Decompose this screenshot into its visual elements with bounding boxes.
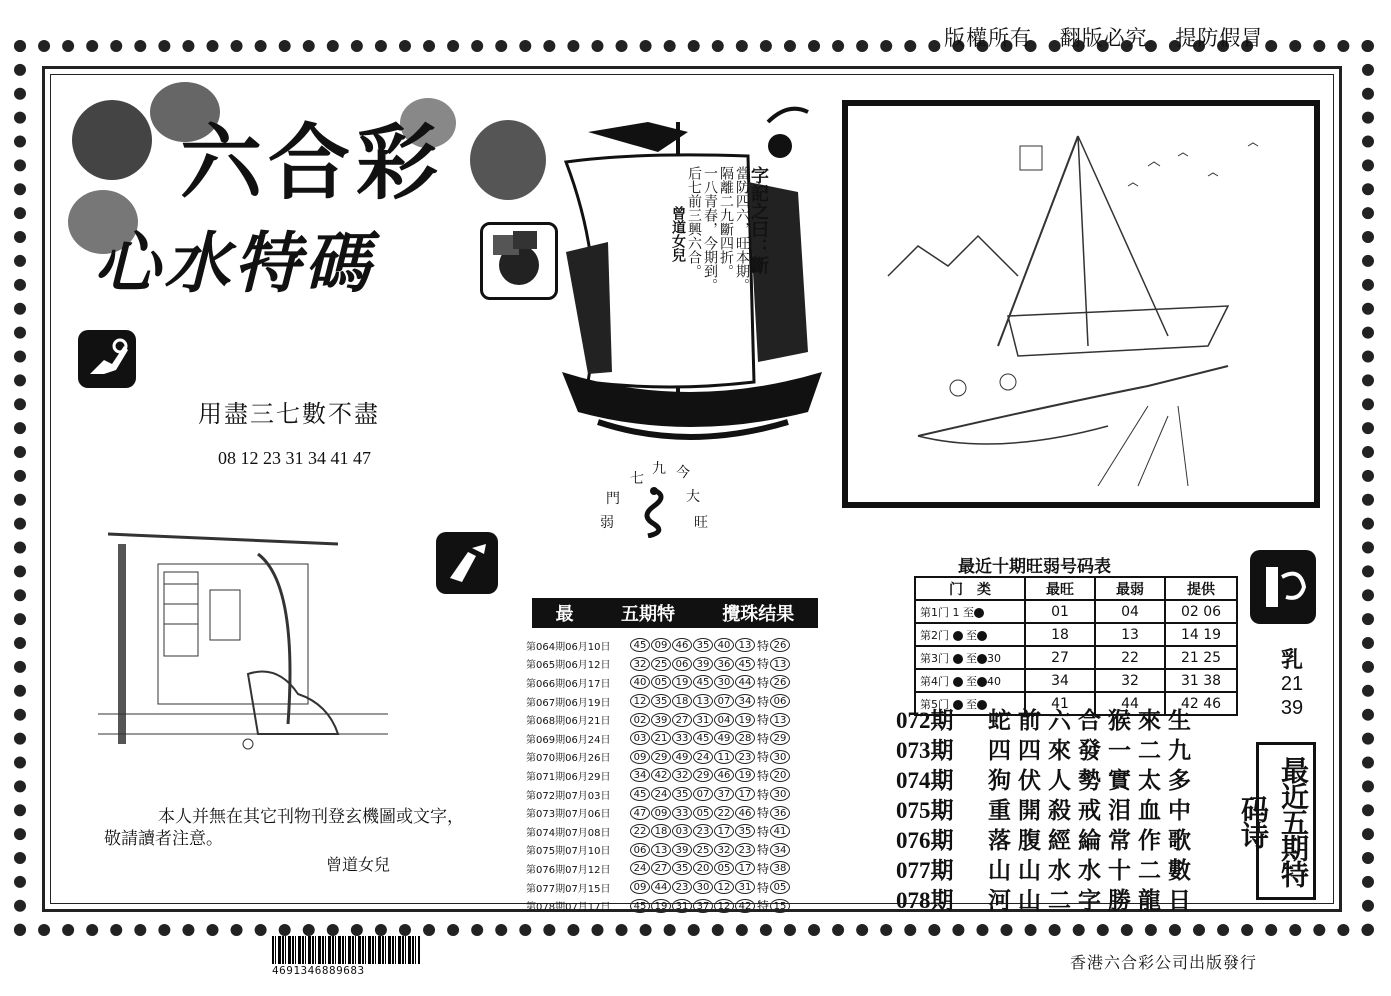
poem-period: 076期 (896, 828, 954, 853)
hand-pointing-icon (436, 532, 498, 594)
copyright-text-2: 翻版必究 (1059, 26, 1148, 50)
result-ball: 35 (672, 787, 692, 801)
snake-char: 大 (686, 489, 700, 505)
side-numbers (1272, 648, 1312, 720)
result-ball: 30 (693, 880, 713, 894)
result-ball: 35 (735, 824, 755, 838)
notice-signature: 曾道女兒 (326, 855, 391, 874)
special-label: 特 (757, 899, 770, 914)
special-ball: 36 (770, 806, 790, 820)
result-row (526, 748, 822, 767)
main-title: 六合彩 (180, 116, 445, 211)
wang-max: 01 (1025, 600, 1095, 623)
reader-notice (104, 806, 504, 850)
special-ball: 26 (770, 638, 790, 652)
special-ball: 15 (770, 899, 790, 913)
result-ball: 21 (651, 731, 671, 745)
special-label: 特 (757, 880, 770, 895)
door-label: 第1门 1 至 (920, 605, 974, 619)
result-ball: 49 (672, 750, 692, 764)
wang-header: 提供 (1165, 577, 1237, 600)
result-ball: 40 (714, 638, 734, 652)
special-ball: 26 (770, 675, 790, 689)
result-row (526, 729, 822, 748)
side-title: 最近五期特码诗 (1256, 742, 1316, 900)
barcode (272, 936, 420, 964)
result-row (526, 692, 822, 711)
result-row (526, 896, 822, 915)
results-title (532, 598, 818, 628)
result-period: 第076期07月12日 (526, 864, 611, 876)
verse-block (616, 166, 769, 386)
poem-line (896, 706, 1198, 736)
poem-period: 072期 (896, 708, 954, 733)
special-label: 特 (757, 731, 770, 746)
result-ball: 29 (693, 768, 713, 782)
result-ball: 34 (735, 694, 755, 708)
special-ball: 06 (770, 694, 790, 708)
result-ball: 12 (714, 899, 734, 913)
wang-give: 21 25 (1165, 646, 1237, 669)
poem-line (896, 736, 1198, 766)
result-ball: 29 (651, 750, 671, 764)
result-ball: 42 (735, 899, 755, 913)
result-ball: 39 (693, 657, 713, 671)
wang-door: 第5门 至 (915, 692, 1025, 715)
slogan-text: 用盡三七數不盡 (198, 400, 380, 428)
result-period: 第070期06月26日 (526, 753, 611, 765)
result-ball: 22 (714, 806, 734, 820)
result-row (526, 822, 822, 841)
wang-max: 18 (1025, 623, 1095, 646)
result-period: 第078期07月17日 (526, 902, 611, 914)
side-head: 乳 (1280, 647, 1303, 672)
result-period: 第064期06月10日 (526, 641, 611, 653)
special-label: 特 (757, 787, 770, 802)
result-ball: 03 (672, 824, 692, 838)
result-ball: 17 (735, 787, 755, 801)
wang-max: 34 (1025, 669, 1095, 692)
result-ball: 31 (693, 713, 713, 727)
result-ball: 46 (672, 638, 692, 652)
result-row (526, 766, 822, 785)
poem-line (896, 766, 1198, 796)
barcode-number: 4691346889683 (272, 964, 365, 977)
result-period: 第075期07月10日 (526, 846, 611, 858)
notice-line-2: 敬請讀者注意。 (104, 829, 223, 849)
result-period: 第073期07月06日 (526, 809, 611, 821)
result-row (526, 655, 822, 674)
wang-header: 门 类 (915, 577, 1025, 600)
copyright-text-1: 版權所有 (944, 26, 1032, 50)
result-ball: 17 (714, 824, 734, 838)
wang-min: 22 (1095, 646, 1165, 669)
result-ball: 03 (630, 731, 650, 745)
verse-heading: 字記之曰：斷 (748, 166, 769, 274)
recommended-numbers: 08 12 23 31 34 41 47 (218, 448, 371, 468)
special-label: 特 (757, 694, 770, 709)
result-ball: 37 (714, 787, 734, 801)
poem-text: 重開殺戒泪血中 (988, 797, 1198, 824)
special-ball: 13 (770, 713, 790, 727)
wang-give: 42 46 (1165, 692, 1237, 715)
results-table (526, 636, 822, 915)
wang-max: 41 (1025, 692, 1095, 715)
result-ball: 37 (693, 899, 713, 913)
poem-text: 四四來發一二九 (988, 737, 1198, 764)
result-ball: 36 (714, 657, 734, 671)
result-ball: 13 (693, 694, 713, 708)
result-ball: 09 (630, 880, 650, 894)
poem-text: 山山水水十二數 (988, 857, 1198, 884)
verse-author: 曾道女兒 (670, 206, 686, 262)
wang-row (915, 623, 1237, 646)
result-row (526, 636, 822, 655)
result-row (526, 673, 822, 692)
poem-line (896, 856, 1198, 886)
special-ball: 30 (770, 787, 790, 801)
poem-period: 078期 (896, 888, 954, 913)
boat-painting (842, 100, 1320, 508)
snake-char: 旺 (694, 515, 708, 531)
result-ball: 24 (630, 861, 650, 875)
dot-icon (977, 677, 987, 687)
notice-line-1: 本人并無在其它刊物刊登玄機圖或文字， (158, 807, 464, 827)
copyright-text-3: 提防假冒 (1175, 26, 1264, 50)
wang-min: 13 (1095, 623, 1165, 646)
publisher-text: 香港六合彩公司出版發行 (1070, 953, 1258, 972)
special-label: 特 (757, 657, 770, 672)
wang-row (915, 669, 1237, 692)
result-ball: 09 (630, 750, 650, 764)
wang-give: 14 19 (1165, 623, 1237, 646)
wang-door (915, 600, 1025, 623)
snake-char: 今 (676, 465, 690, 481)
result-period: 第077期07月15日 (526, 883, 611, 895)
special-ball: 05 (770, 880, 790, 894)
result-ball: 12 (630, 694, 650, 708)
side-num-2: 39 (1280, 697, 1304, 719)
wang-door: 第4门 至 40 (915, 669, 1025, 692)
poem-text: 河山二字勝龍日 (988, 887, 1198, 914)
results-title-part: 五期特 (620, 604, 675, 625)
special-label: 特 (757, 843, 770, 858)
special-label: 特 (757, 713, 770, 728)
result-ball: 17 (735, 861, 755, 875)
result-ball: 25 (651, 657, 671, 671)
wang-header: 最弱 (1095, 577, 1165, 600)
result-period: 第069期06月24日 (526, 734, 611, 746)
special-label: 特 (757, 675, 770, 690)
result-ball: 45 (630, 899, 650, 913)
result-ball: 06 (630, 843, 650, 857)
poem-line (896, 826, 1198, 856)
result-ball: 44 (735, 675, 755, 689)
result-ball: 05 (651, 675, 671, 689)
wang-min: 44 (1095, 692, 1165, 715)
result-ball: 35 (693, 638, 713, 652)
result-ball: 30 (714, 675, 734, 689)
result-period: 第068期06月21日 (526, 716, 611, 728)
dot-icon (953, 677, 963, 687)
result-ball: 07 (693, 787, 713, 801)
side-num-1: 21 (1280, 673, 1304, 695)
decor-circle (72, 100, 152, 180)
special-ball: 38 (770, 861, 790, 875)
decor-circle (470, 120, 546, 200)
poem-text: 落腹經綸常作歌 (988, 827, 1198, 854)
door-suffix: 30 (987, 651, 1001, 665)
result-ball: 05 (693, 806, 713, 820)
door-label: 第2门 (920, 628, 949, 642)
result-ball: 13 (735, 638, 755, 652)
result-ball: 39 (651, 713, 671, 727)
sub-title: 心水特碼 (94, 225, 374, 302)
result-ball: 47 (630, 806, 650, 820)
result-ball: 44 (651, 880, 671, 894)
wang-min: 32 (1095, 669, 1165, 692)
result-ball: 11 (714, 750, 734, 764)
result-ball: 22 (630, 824, 650, 838)
result-ball: 31 (672, 899, 692, 913)
results-title-part: 最 (555, 604, 574, 625)
poem-line (896, 796, 1198, 826)
snake-char: 九 (652, 461, 666, 477)
result-ball: 23 (672, 880, 692, 894)
snake-icon (634, 486, 674, 538)
result-ball: 05 (714, 861, 734, 875)
result-ball: 19 (735, 713, 755, 727)
wang-give: 31 38 (1165, 669, 1237, 692)
copyright-bar (944, 22, 1304, 52)
result-ball: 24 (693, 750, 713, 764)
dot-icon (953, 631, 963, 641)
result-ball: 32 (672, 768, 692, 782)
door-label: 第5门 (920, 697, 949, 711)
result-period: 第072期07月03日 (526, 790, 611, 802)
special-label: 特 (757, 861, 770, 876)
result-ball: 09 (651, 806, 671, 820)
special-ball: 30 (770, 750, 790, 764)
special-ball: 34 (770, 843, 790, 857)
special-label: 特 (757, 824, 770, 839)
verse-line-1: 當防四六，旺本期。 (734, 166, 750, 292)
dot-icon (953, 654, 963, 664)
result-ball: 49 (714, 731, 734, 745)
special-ball: 41 (770, 824, 790, 838)
result-row (526, 859, 822, 878)
special-ball: 13 (770, 657, 790, 671)
hand-pointing-icon (78, 330, 136, 388)
verse-line-2: 隔離二九斷四折。 (718, 166, 734, 278)
verse-line-3: 一八青春，今期到。 (702, 166, 718, 292)
result-ball: 23 (735, 750, 755, 764)
result-period: 第065期06月12日 (526, 660, 611, 672)
result-ball: 33 (672, 806, 692, 820)
dot-icon (974, 608, 984, 618)
result-ball: 06 (672, 657, 692, 671)
door-suffix: 40 (987, 674, 1001, 688)
result-ball: 23 (693, 824, 713, 838)
result-ball: 28 (735, 731, 755, 745)
result-ball: 20 (693, 861, 713, 875)
result-ball: 04 (714, 713, 734, 727)
result-ball: 34 (630, 768, 650, 782)
result-ball: 46 (735, 806, 755, 820)
result-ball: 19 (651, 899, 671, 913)
result-row (526, 841, 822, 860)
poem-period: 073期 (896, 738, 954, 763)
result-ball: 40 (630, 675, 650, 689)
result-ball: 24 (651, 787, 671, 801)
dog-bird-scene (98, 524, 398, 760)
snake-riddle (594, 454, 714, 540)
wang-max: 27 (1025, 646, 1095, 669)
result-ball: 31 (735, 880, 755, 894)
wang-table-title: 最近十期旺弱号码表 (958, 557, 1111, 577)
result-ball: 27 (672, 713, 692, 727)
hand-pointing-icon (1250, 550, 1316, 624)
wang-give: 02 06 (1165, 600, 1237, 623)
result-ball: 45 (735, 657, 755, 671)
result-ball: 35 (672, 861, 692, 875)
result-ball: 12 (714, 880, 734, 894)
special-label: 特 (757, 768, 770, 783)
result-row (526, 878, 822, 897)
verse-line-4: 后七前三興六合。 (686, 166, 702, 278)
result-ball: 25 (693, 843, 713, 857)
result-ball: 23 (735, 843, 755, 857)
special-code-poem (896, 706, 1198, 916)
results-title-part: 攪珠结果 (722, 604, 795, 625)
wang-door: 第3门 至 30 (915, 646, 1025, 669)
snake-char: 七 (630, 471, 644, 487)
result-period: 第071期06月29日 (526, 771, 611, 783)
result-ball: 45 (630, 787, 650, 801)
snake-char: 門 (606, 491, 620, 507)
poem-line (896, 886, 1198, 916)
special-label: 特 (757, 750, 770, 765)
result-ball: 32 (630, 657, 650, 671)
door-label: 第4门 (920, 674, 949, 688)
result-ball: 45 (693, 731, 713, 745)
fruit-box-icon (480, 222, 558, 300)
poem-text: 蛇前六合猴來生 (988, 707, 1198, 734)
wang-table (914, 576, 1238, 716)
door-label: 第3门 (920, 651, 949, 665)
result-ball: 46 (714, 768, 734, 782)
result-ball: 32 (714, 843, 734, 857)
wang-header: 最旺 (1025, 577, 1095, 600)
wang-min: 04 (1095, 600, 1165, 623)
result-row (526, 785, 822, 804)
special-label: 特 (757, 806, 770, 821)
result-period: 第074期07月08日 (526, 827, 611, 839)
poem-period: 074期 (896, 768, 954, 793)
result-ball: 09 (651, 638, 671, 652)
dot-icon (977, 631, 987, 641)
result-ball: 35 (651, 694, 671, 708)
result-period: 第067期06月19日 (526, 697, 611, 709)
special-ball: 20 (770, 768, 790, 782)
result-ball: 18 (651, 824, 671, 838)
result-ball: 45 (630, 638, 650, 652)
special-label: 特 (757, 638, 770, 653)
result-ball: 39 (672, 843, 692, 857)
result-ball: 27 (651, 861, 671, 875)
dot-icon (977, 654, 987, 664)
wang-row (915, 600, 1237, 623)
result-row (526, 710, 822, 729)
wang-door: 第2门 至 (915, 623, 1025, 646)
poem-period: 077期 (896, 858, 954, 883)
poem-text: 狗伏人勢實太多 (988, 767, 1198, 794)
snake-char: 弱 (600, 515, 614, 531)
special-ball: 29 (770, 731, 790, 745)
result-ball: 13 (651, 843, 671, 857)
result-ball: 07 (714, 694, 734, 708)
poem-period: 075期 (896, 798, 954, 823)
wang-row (915, 646, 1237, 669)
result-ball: 42 (651, 768, 671, 782)
result-ball: 18 (672, 694, 692, 708)
result-ball: 02 (630, 713, 650, 727)
result-ball: 19 (672, 675, 692, 689)
result-row (526, 803, 822, 822)
result-ball: 33 (672, 731, 692, 745)
result-ball: 19 (735, 768, 755, 782)
result-period: 第066期06月17日 (526, 678, 611, 690)
result-ball: 45 (693, 675, 713, 689)
